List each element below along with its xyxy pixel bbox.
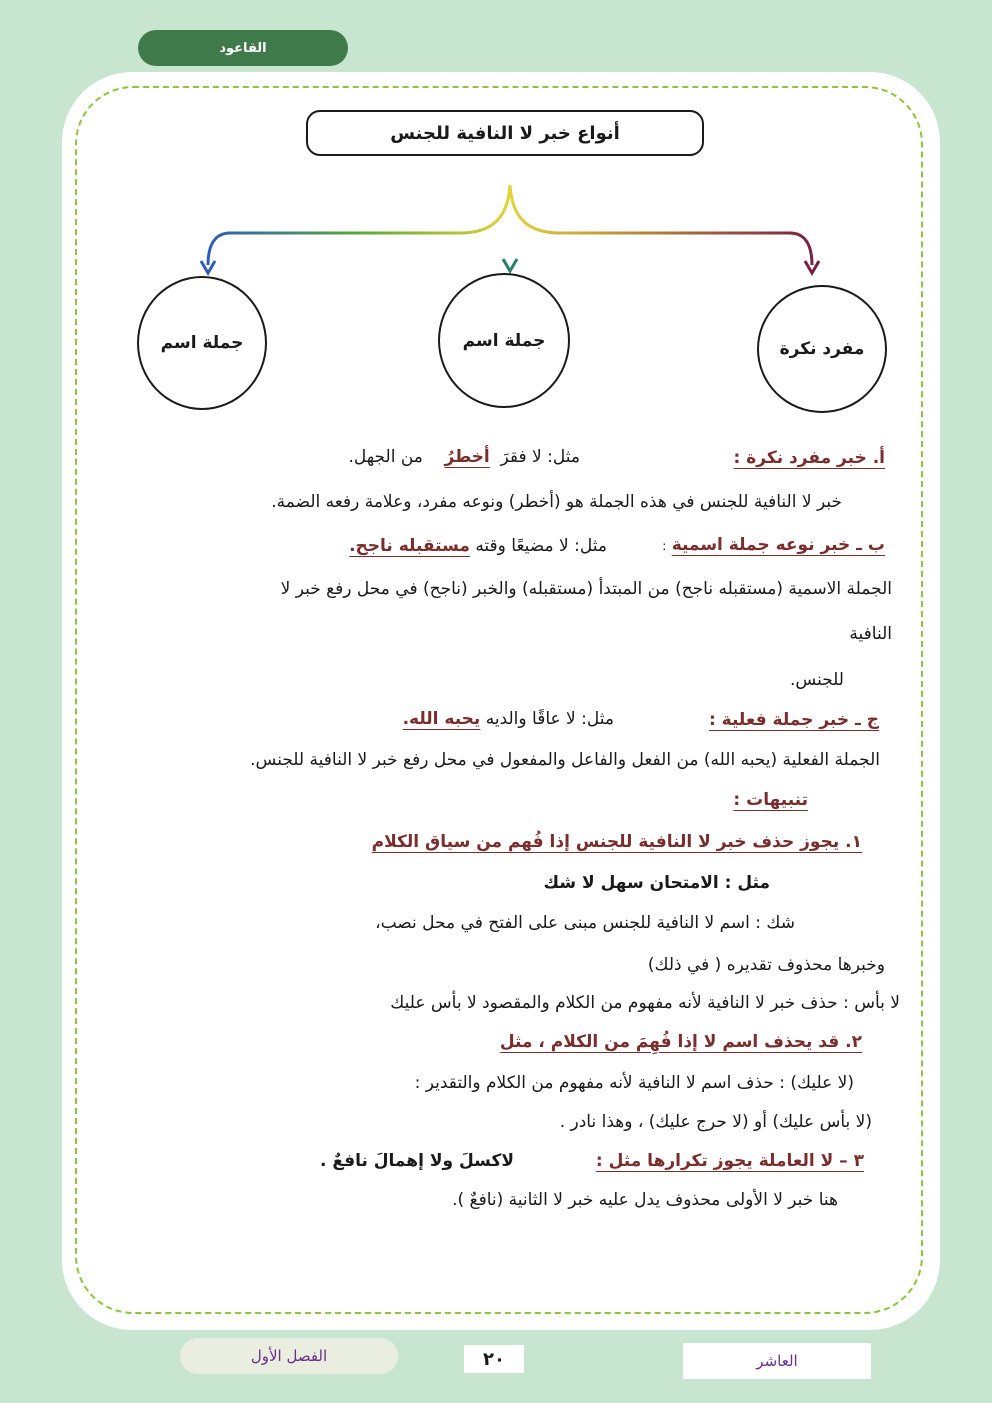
note-1-title: ١. يجوز حذف خبر لا النافية للجنس إذا فُهم من سياق الكلام <box>371 832 862 852</box>
section-a-label: أ. خبر مفرد نكرة : <box>733 448 885 468</box>
section-c-explanation: الجملة الفعلية (يحبه الله) من الفعل والفاعل والمفعول في محل رفع خبر لا النافية للجنس. <box>250 750 880 770</box>
section-b-label: ب ـ خبر نوعه جملة اسمية : <box>662 535 885 555</box>
section-a-explanation: خبر لا النافية للجنس في هذه الجملة هو (أخطر) ونوعه مفرد، وعلامة رفعه الضمة. <box>271 492 842 512</box>
section-b-example: مثل: لا مضيعًا وقته مستقبله ناجح. <box>349 536 607 556</box>
branch-arrows <box>190 175 840 285</box>
chapter-label: الفصل الأول <box>180 1338 398 1374</box>
page-title: أنواع خبر لا النافية للجنس <box>306 110 704 156</box>
note-2-line-1: (لا عليك) : حذف اسم لا النافية لأنه مفهوم من الكلام والتقدير : <box>414 1073 854 1093</box>
note-3-example: لاكسلَ ولا إهمالَ نافعٌ . <box>319 1151 514 1171</box>
section-b-explanation-2: النافية <box>849 624 892 644</box>
note-1-line-2: وخبرها محذوف تقديره ( في ذلك) <box>647 955 885 975</box>
subject-header: القاعود <box>138 30 348 66</box>
note-1-example: مثل : الامتحان سهل لا شك <box>543 873 770 893</box>
type-circle-single: مفرد نكرة <box>757 285 887 413</box>
page-number: ٢٠ <box>464 1345 524 1373</box>
note-2-line-2: (لا بأس عليك) أو (لا حرج عليك) ، وهذا نادر . <box>559 1112 872 1132</box>
section-a-example: مثل: لا فقرَ أخطرُ من الجهل. <box>348 447 580 467</box>
section-c-example: مثل: لا عاقًا والديه يحبه الله. <box>402 709 614 729</box>
note-1-line-3: لا بأس : حذف خبر لا النافية لأنه مفهوم من الكلام والمقصود لا بأس عليك <box>390 993 900 1013</box>
note-2-title: ٢. قد يحذف اسم لا إذا فُهِمَ من الكلام ، مثل <box>499 1032 862 1052</box>
section-b-explanation-1: الجملة الاسمية (مستقبله ناجح) من المبتدأ (مستقبله) والخبر (ناجح) في محل رفع خبر لا <box>280 579 892 599</box>
notes-heading: تنبيهات : <box>733 790 808 810</box>
note-1-line-1: شك : اسم لا النافية للجنس مبنى على الفتح في محل نصب، <box>375 913 795 933</box>
note-3-line-1: هنا خبر لا الأولى محذوف يدل عليه خبر لا الثانية (نافعٌ ). <box>452 1190 838 1210</box>
type-circle-nominal: جملة اسم <box>438 273 570 408</box>
grade-label: العاشر <box>683 1343 871 1379</box>
type-circle-verbal: جملة اسم <box>137 276 267 410</box>
section-c-label: ج ـ خبر جملة فعلية : <box>708 710 879 730</box>
section-b-explanation-3: للجنس. <box>790 670 844 690</box>
note-3-title: ٣ – لا العاملة يجوز تكرارها مثل : <box>595 1151 864 1171</box>
